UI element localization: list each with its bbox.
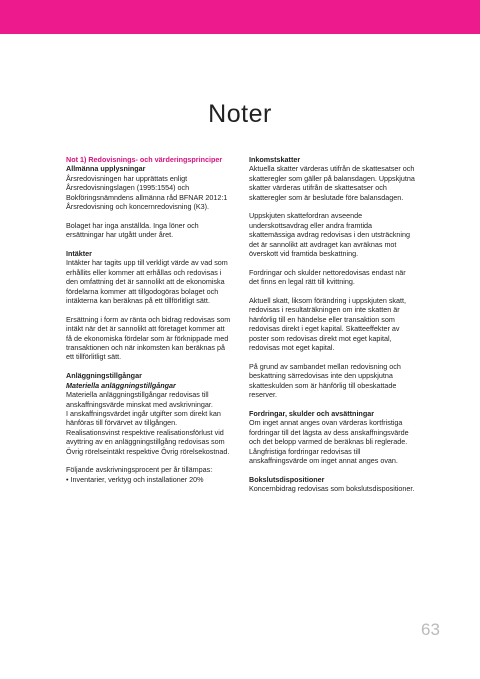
page-title: Noter <box>208 100 272 128</box>
income-tax-heading: Inkomstskatter <box>249 155 301 164</box>
income-heading: Intäkter <box>66 249 92 259</box>
top-accent-bar <box>0 0 480 34</box>
right-column <box>249 155 415 503</box>
appropriations-paragraph-1: Koncernbidrag redovisas som bokslutsdispositioner. <box>249 484 415 494</box>
income-paragraph-1: Intäkter har tagits upp till verkligt värde av vad som erhållits eller kommer att erhållas och redovisas i den omfattning det är sannolikt att de ekonomiska fördelarna kommer att tillgodogöras bolaget och intäkterna kan beräknas på ett tillförlitligt sätt. <box>66 258 228 306</box>
tax-paragraph-5: På grund av sambandet mellan redovisning och beskattning särredovisas inte den uppskjutna skatteskulden som är hänförlig till obeskattade reserver. <box>249 361 401 400</box>
tangible-assets-subheading: Materiella anläggningstillgångar <box>66 380 176 390</box>
claims-paragraph-1: Om inget annat anges ovan värderas kortfristiga fordringar till det lägsta av dess anskaffningsvärde och det belopp varmed de beräknas bli reglerade. Långfristiga fordringar redovisas till anskaffningsvärde om inget annat anges ovan. <box>249 418 409 465</box>
tax-paragraph-3: Fordringar och skulder nettoredovisas endast när det finns en legal rätt till kvittning. <box>249 267 406 287</box>
tax-paragraph-2: Uppskjuten skattefordran avseende underskottsavdrag eller andra framtida skattemässiga avdrag redovisas i den utsträckning det är sannolikt att avdraget kan avräknas mot överskott vid framtida beskattning. <box>249 211 411 259</box>
income-paragraph-2: Ersättning i form av ränta och bidrag redovisas som intäkt när det är sannolikt att företaget kommer att få de ekonomiska fördelar som är förknippade med transaktionen och när inkomsten kan beräknas på ett tillförlitligt sätt. <box>66 314 231 362</box>
page-number: 63 <box>421 620 440 639</box>
fixed-assets-heading: Anläggningstillgångar <box>66 371 142 381</box>
general-paragraph-2: Bolaget har inga anställda. Inga löner och ersättningar har utgått under året. <box>66 220 199 240</box>
fixed-paragraph-3: Realisationsvinst respektive realisationsförlust vid avyttring av en anläggningstillgång redovisas som Övrig rörelseintäkt respektive Övrig rörelsekostnad. <box>66 427 230 456</box>
depreciation-item: • Inventarier, verktyg och installationer 20% <box>66 474 204 484</box>
fixed-paragraph-1: Materiella anläggningstillgångar redovisas till anskaffningsvärde minskat med avskrivningar. <box>66 390 213 409</box>
tax-paragraph-4: Aktuell skatt, liksom förändring i uppskjuten skatt, redovisas i resultaträkningen om inte skatten är hänförlig till en händelse eller transaktion som redovisas direkt i eget kapital. Skatteeffekter av poster som redovisas direkt mot eget kapital, redovisas mot eget kapital. <box>249 296 406 353</box>
fixed-paragraph-2: I anskaffningsvärdet ingår utgifter som direkt kan hänföras till förvärvet av tillgången. <box>66 408 221 428</box>
appropriations-heading: Bokslutsdispositioner <box>249 474 325 484</box>
general-paragraph-1: Årsredovisningen har upprättats enligt Årsredovisningslagen (1995:1554) och Bokföringsnämndens allmänna råd BFNAR 2012:1 Årsredovisning och koncernredovisning (K3). <box>66 173 228 212</box>
general-heading: Allmänna upplysningar <box>66 164 146 174</box>
note-heading: Not 1) Redovisnings- och värderingsprinciper <box>66 155 223 164</box>
claims-heading: Fordringar, skulder och avsättningar <box>249 408 375 418</box>
left-column <box>66 155 232 484</box>
depreciation-intro: Följande avskrivningsprocent per år tillämpas: <box>66 465 213 475</box>
tax-paragraph-1: Aktuella skatter värderas utifrån de skattesatser och skatteregler som gäller på balansdagen. Uppskjutna skatter värderas utifrån de skattesatser och skatteregler som är beslutade före balansdagen. <box>249 164 415 202</box>
